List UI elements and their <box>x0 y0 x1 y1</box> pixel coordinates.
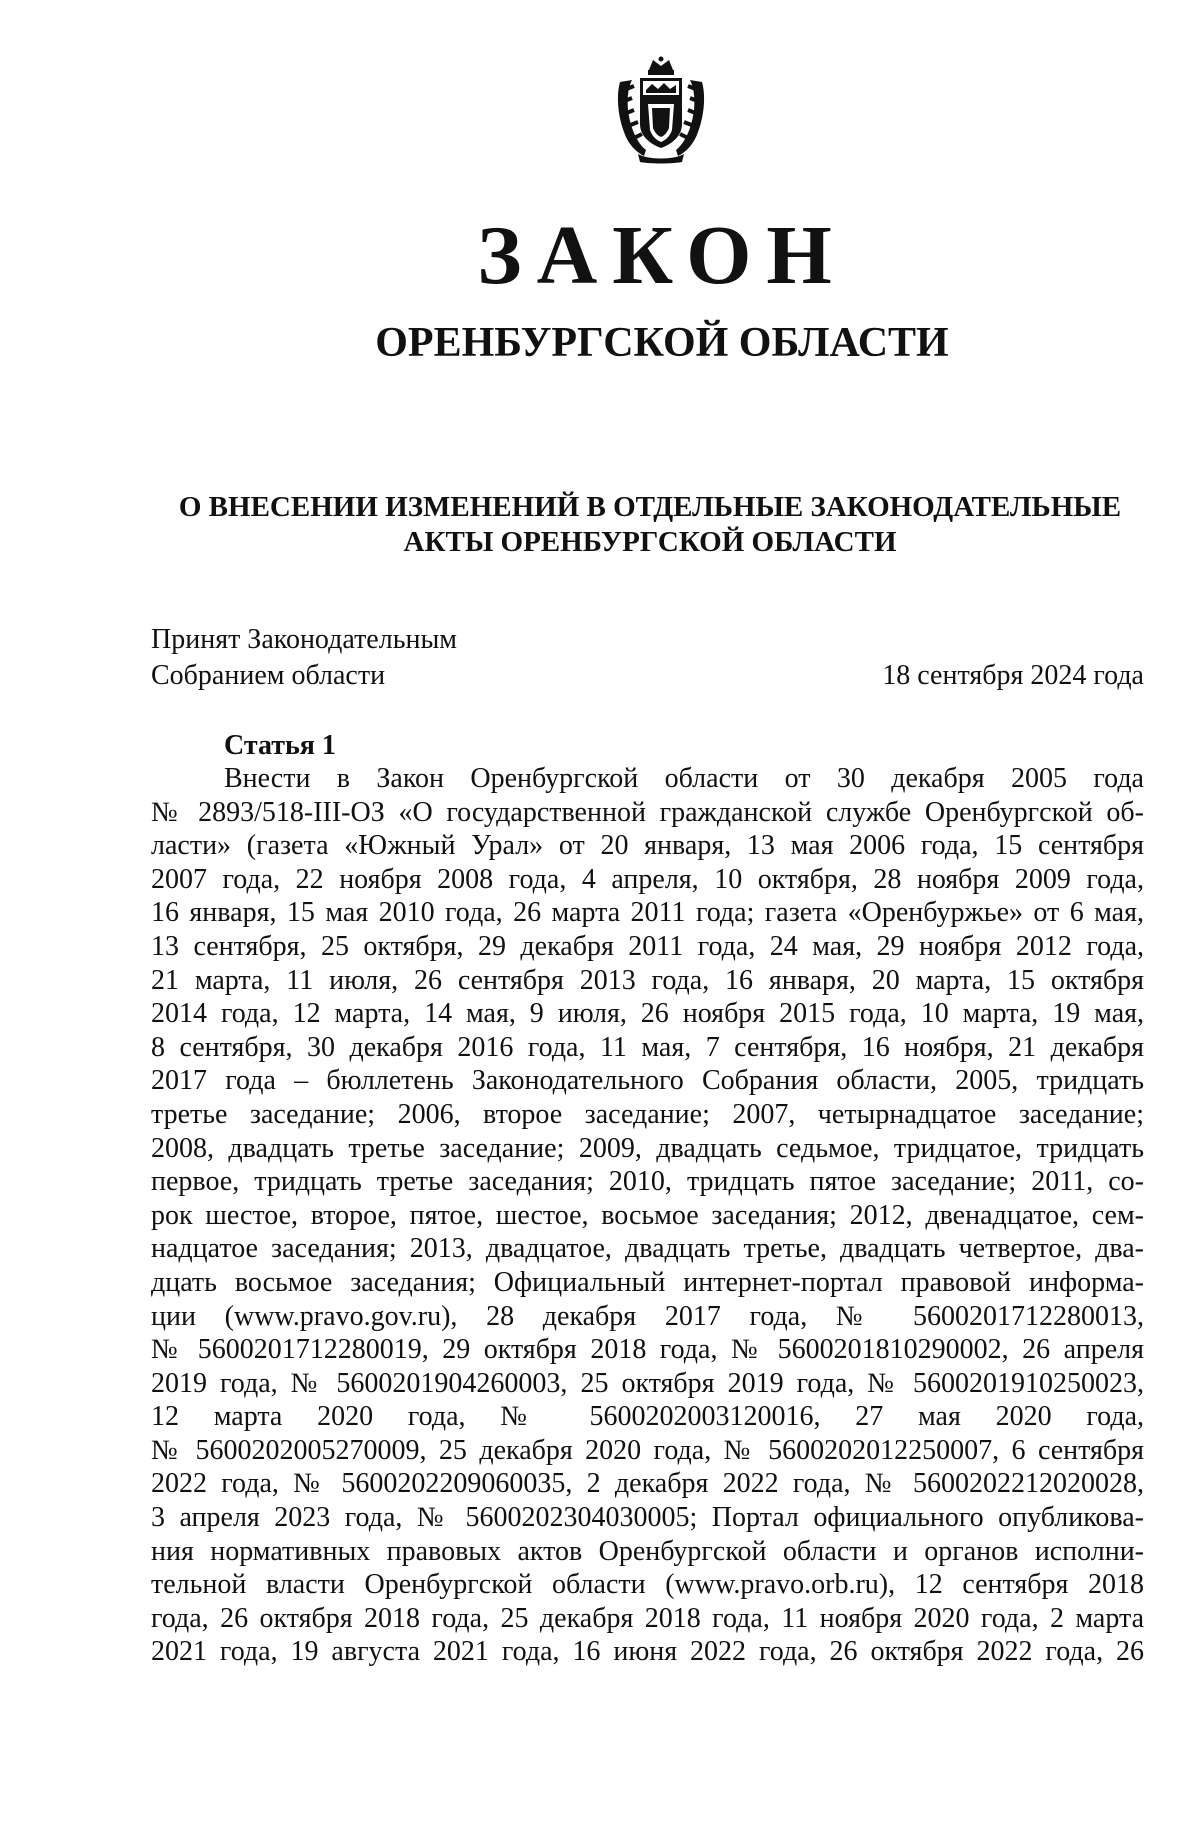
article-heading: Статья 1 <box>224 730 336 761</box>
paragraph-line: 13 сентября, 25 октября, 29 декабря 2011 года, 24 мая, 29 ноября 2012 года, <box>151 930 1144 962</box>
paragraph-line: третье заседание; 2006, второе заседание; 2007, четырнадцатое заседание; <box>151 1098 1144 1130</box>
paragraph-line: ласти» (газета «Южный Урал» от 20 января, 13 мая 2006 года, 15 сентября <box>151 830 1144 862</box>
region-title: ОРЕНБУРГСКОЙ ОБЛАСТИ <box>375 320 949 366</box>
paragraph-line: 2008, двадцать третье заседание; 2009, двадцать седьмое, тридцатое, тридцать <box>151 1132 1144 1164</box>
paragraph-line: № 5600202005270009, 25 декабря 2020 года, № 5600202012250007, 6 сентября <box>151 1434 1144 1466</box>
paragraph-line: № 5600201712280019, 29 октября 2018 года, № 5600201810290002, 26 апреля <box>151 1334 1144 1366</box>
paragraph-line: Внести в Закон Оренбургской области от 30 декабря 2005 года <box>224 763 1144 794</box>
adoption-date: 18 сентября 2024 года <box>882 660 1144 691</box>
paragraph-line: рок шестое, второе, пятое, шестое, восьмое заседания; 2012, двенадцатое, сем- <box>151 1199 1144 1231</box>
paragraph-line: 16 января, 15 мая 2010 года, 26 марта 2011 года; газета «Оренбуржье» от 6 мая, <box>151 897 1144 929</box>
coat-of-arms-icon <box>612 56 710 164</box>
paragraph-line: № 2893/518-III-ОЗ «О государственной гражданской службе Оренбургской об- <box>151 796 1144 828</box>
paragraph-line: 2022 года, № 5600202209060035, 2 декабря 2022 года, № 5600202212020028, <box>151 1468 1144 1500</box>
paragraph-line: 2021 года, 19 августа 2021 года, 16 июня 2022 года, 26 октября 2022 года, 26 <box>151 1636 1144 1668</box>
paragraph-line: тельной власти Оренбургской области (www.pravo.orb.ru), 12 сентября 2018 <box>151 1569 1144 1601</box>
paragraph-line: надцатое заседания; 2013, двадцатое, двадцать третье, двадцать четвертое, два- <box>151 1233 1144 1265</box>
paragraph-line: первое, тридцать третье заседания; 2010, тридцать пятое заседание; 2011, со- <box>151 1166 1144 1198</box>
paragraph-line: 2017 года – бюллетень Законодательного Собрания области, 2005, тридцать <box>151 1065 1144 1097</box>
adoption-row <box>151 658 1144 694</box>
paragraph-line: 2007 года, 22 ноября 2008 года, 4 апреля, 10 октября, 28 ноября 2009 года, <box>151 863 1144 895</box>
paragraph-line: года, 26 октября 2018 года, 25 декабря 2018 года, 11 ноября 2020 года, 2 марта <box>151 1602 1144 1634</box>
paragraph-line: 3 апреля 2023 года, № 5600202304030005; Портал официального опубликова- <box>151 1502 1144 1534</box>
act-title-line: АКТЫ ОРЕНБУРГСКОЙ ОБЛАСТИ <box>403 526 897 558</box>
act-title-line: О ВНЕСЕНИИ ИЗМЕНЕНИЙ В ОТДЕЛЬНЫЕ ЗАКОНОДАТЕЛЬНЫЕ <box>178 491 1122 523</box>
paragraph-line: ния нормативных правовых актов Оренбургской области и органов исполни- <box>151 1535 1144 1567</box>
paragraph-line: 12 марта 2020 года, № 5600202003120016, 27 мая 2020 года, <box>151 1401 1144 1433</box>
paragraph-line: дцать восьмое заседания; Официальный интернет-портал правовой информа- <box>151 1266 1144 1298</box>
adoption-line: Собранием области <box>151 660 386 691</box>
article-body <box>151 762 1144 1669</box>
paragraph-line: 2019 года, № 5600201904260003, 25 октября 2019 года, № 5600201910250023, <box>151 1367 1144 1399</box>
law-title: ЗАКОН <box>477 209 847 302</box>
paragraph-line: 8 сентября, 30 декабря 2016 года, 11 мая, 7 сентября, 16 ноября, 21 декабря <box>151 1031 1144 1063</box>
adoption-block <box>151 622 1144 694</box>
paragraph-line: 21 марта, 11 июля, 26 сентября 2013 года, 16 января, 20 марта, 15 октября <box>151 964 1144 996</box>
paragraph-line: 2014 года, 12 марта, 14 мая, 9 июля, 26 ноября 2015 года, 10 марта, 19 мая, <box>151 998 1144 1030</box>
act-title <box>156 490 1144 560</box>
paragraph-line: ции (www.pravo.gov.ru), 28 декабря 2017 года, № 5600201712280013, <box>151 1300 1144 1332</box>
adoption-line: Принят Законодательным <box>151 624 457 655</box>
